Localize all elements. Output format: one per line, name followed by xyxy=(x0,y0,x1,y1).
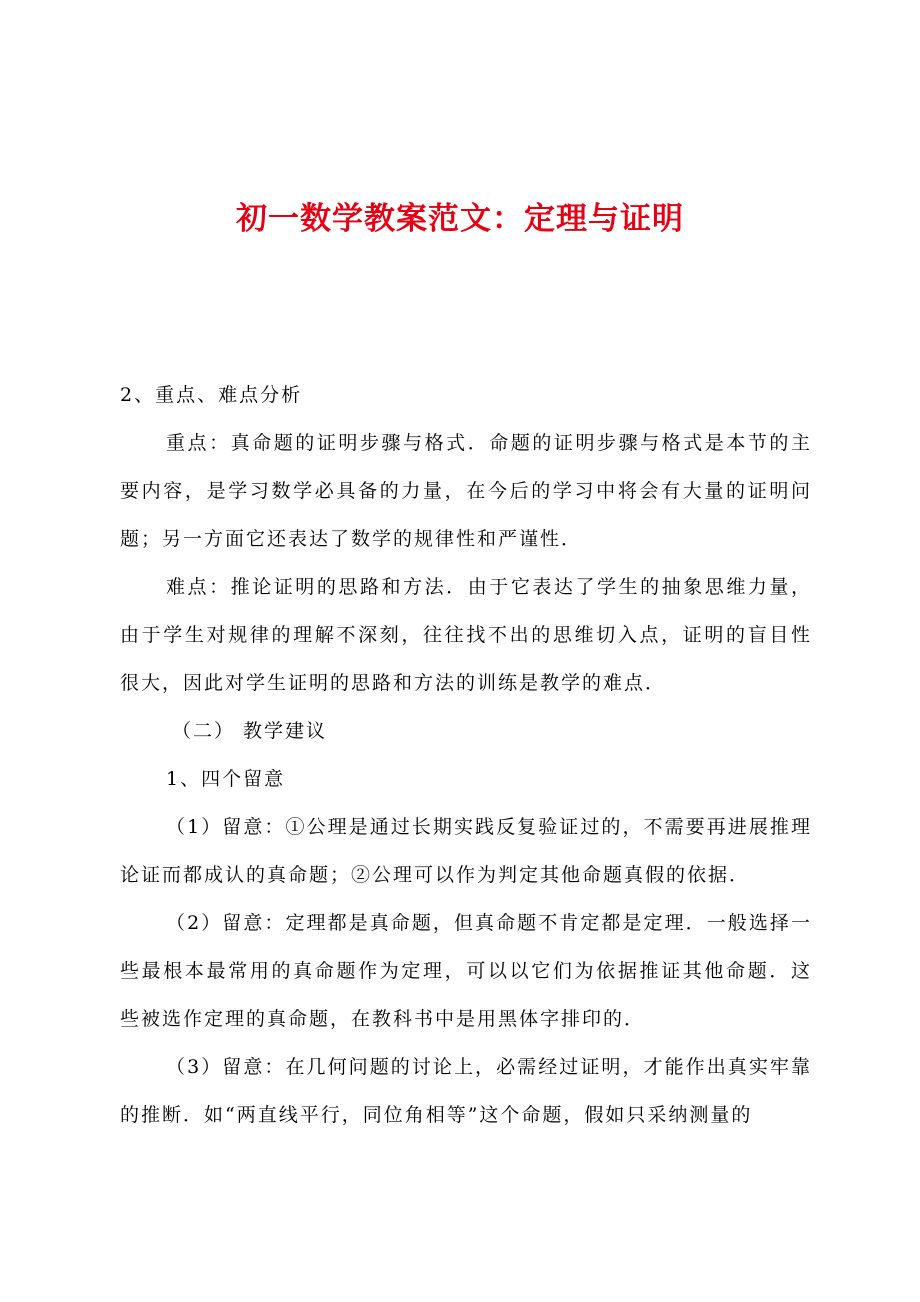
item-heading: 1、四个留意 xyxy=(166,768,286,790)
note-paragraph-3: （3）留意：在几何问题的讨论上，必需经过证明，才能作出真实牢靠的推断．如“两直线平行，同位角相等”这个命题，假如只采纳测量的 xyxy=(120,1056,812,1126)
document-body xyxy=(120,371,812,1139)
note-paragraph-2: （2）留意：定理都是真命题，但真命题不肯定都是定理．一般选择一些最根本最常用的真命题作为定理，可以以它们为依据推证其他命题．这些被选作定理的真命题，在教科书中是用黑体字排印的． xyxy=(120,912,812,1030)
document-title: 初一数学教案范文：定理与证明 xyxy=(236,201,684,237)
note-paragraph-1: （1）留意：①公理是通过长期实践反复验证过的，不需要再进展推理论证而都成认的真命题；②公理可以作为判定其他命题真假的依据． xyxy=(120,816,812,886)
section-heading: 2、重点、难点分析 xyxy=(120,384,303,406)
subsection-heading: （二） 教学建议 xyxy=(172,720,328,742)
difficult-point-paragraph: 难点：推论证明的思路和方法．由于它表达了学生的抽象思维力量，由于学生对规律的理解不深刻，往往找不出的思维切入点，证明的盲目性很大，因此对学生证明的思路和方法的训练是教学的难点． xyxy=(120,576,812,694)
key-point-paragraph: 重点：真命题的证明步骤与格式．命题的证明步骤与格式是本节的主要内容，是学习数学必具备的力量，在今后的学习中将会有大量的证明问题；另一方面它还表达了数学的规律性和严谨性． xyxy=(120,432,812,550)
